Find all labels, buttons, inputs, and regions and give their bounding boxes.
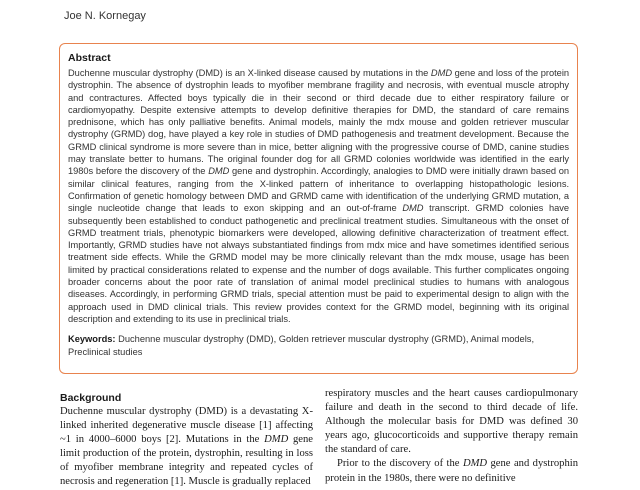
gene-name-italic: DMD <box>208 166 230 177</box>
abstract-text: Duchenne muscular dystrophy (DMD) is an X-linked disease caused by mutations in the <box>68 68 431 78</box>
keywords <box>68 333 569 358</box>
body-text: gene limit production of the protein, dystrophin, resulting in loss of myofiber membrane integrity and repeated cycles of necrosis and regeneration [1]. Muscle is gradually replaced <box>60 434 313 488</box>
abstract-text: transcript. GRMD colonies have subsequently been established to conduct pathogenetic and preclinical treatment studies. Simultaneous with the onset of GRMD treatment trials, phenotypic biomarkers were developed, allowing definitive characterization of treatment effect. Importantly, GRMD studies have not always substantiated findings from mdx mice and have sometimes identified serious treatment side effects. While the GRMD model may be more clinically relevant than the mdx mouse, usage has been limited by practical considerations related to expense and the number of dogs available. This further complicates ongoing broader concerns about the poor rate of translation of animal model preclinical studies to humans with analogous diseases. Accordingly, in performing GRMD trials, special attention must be paid to experimental design to align with the approach used in DMD clinical trials. This review provides context for the GRMD model, beginning with its original description and extending to its use in preclinical trials. <box>68 203 569 324</box>
gene-name-italic: DMD <box>402 203 424 214</box>
gene-name-italic: DMD <box>462 458 488 470</box>
body-text: Prior to the discovery of the <box>337 458 463 470</box>
abstract-body <box>68 67 569 325</box>
abstract-text: gene and dystrophin. Accordingly, analogies to DMD were initially drawn based on similar clinical features, ranging from the X-linked pattern of inheritance to overlapping histopathologic lesions. Confirmation of genetic homology between DMD and GRMD came with identification of the underlying GRMD mutation, a single nucleotide change that leads to exon skipping and an out-of-frame <box>68 166 569 214</box>
body-column-right <box>325 387 578 484</box>
keywords-label: Keywords: <box>68 334 116 345</box>
body-column-left <box>60 391 313 488</box>
body-paragraph <box>325 457 578 485</box>
body-text: Duchenne muscular dystrophy (DMD) is a devastating X-linked inherited degenerative muscle disease [1] affecting ~1 in 4000–6000 boys [2]. Mutations in the <box>60 406 313 446</box>
abstract-text: gene and loss of the protein dystrophin. The absence of dystrophin leads to myofiber membrane fragility and necrosis, with eventual muscle atrophy and contractures. Affected boys typically die in their second or third decade due to either respiratory failure or cardiomyopathy. Despite extensive attempts to develop definitive therapies for DMD, the standard of care remains prednisone, which has only palliative benefits. Animal models, mainly the mdx mouse and golden retriever muscular dystrophy (GRMD) dog, have played a key role in studies of DMD pathogenesis and treatment development. Because the GRMD clinical syndrome is more severe than in mice, better aligning with the progressive course of DMD, canine studies may translate better to humans. The original founder dog for all GRMD colonies worldwide was identified in the early 1980s before the discovery of the <box>68 68 569 177</box>
body-text: gene and dystrophin protein in the 1980s, there were no definitive <box>325 458 578 484</box>
keywords-text: Duchenne muscular dystrophy (DMD), Golden retriever muscular dystrophy (GRMD), Animal models, Preclinical studies <box>68 334 535 357</box>
gene-name-italic: DMD <box>430 68 453 78</box>
running-header-author: Joe N. Kornegay <box>64 10 146 22</box>
body-paragraph <box>60 405 313 490</box>
section-heading-background: Background <box>60 392 122 404</box>
gene-name-italic: DMD <box>264 434 289 446</box>
body-paragraph: respiratory muscles and the heart causes cardiopulmonary failure and death in the second to third decade of life. Although the molecular basis for DMD was defined 30 years ago, glucocorticoids and supportive therapy remain the standard of care. <box>325 388 578 456</box>
abstract-title: Abstract <box>68 52 111 64</box>
abstract-box <box>59 43 578 374</box>
